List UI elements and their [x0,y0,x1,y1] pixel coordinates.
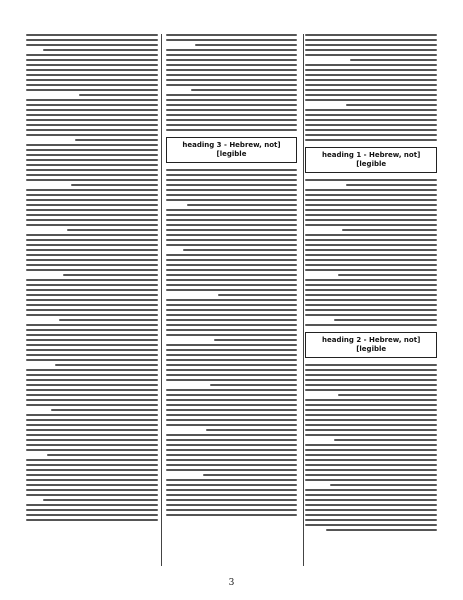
text-line [67,229,158,231]
text-line [305,259,437,261]
text-line [305,99,437,101]
text-line [26,179,158,181]
text-line [26,144,158,146]
text-line [305,254,437,256]
text-line [305,444,437,446]
text-line [187,204,298,206]
text-line [305,84,437,86]
text-line [305,524,437,526]
text-line [166,304,298,306]
text-line [305,424,437,426]
text-line [305,109,437,111]
text-line [26,264,158,266]
text-line [166,279,298,281]
text-line [166,199,298,201]
text-line [26,74,158,76]
text-line [26,199,158,201]
text-line [166,344,298,346]
text-line [26,119,158,121]
text-line [166,499,298,501]
text-line [334,319,437,321]
section-heading-box [305,147,437,173]
text-line [26,209,158,211]
text-line [338,394,437,396]
text-line [71,184,158,186]
text-line [26,379,158,381]
text-line [47,454,158,456]
text-line [191,89,298,91]
text-line [305,134,437,136]
text-line [305,384,437,386]
text-line [166,114,298,116]
text-line [166,379,298,381]
text-line [305,224,437,226]
text-line [166,369,298,371]
text-line [305,414,437,416]
text-line [26,279,158,281]
text-line [26,329,158,331]
text-line [26,469,158,471]
text-line [305,74,437,76]
text-line [166,54,298,56]
text-line [26,84,158,86]
text-line [305,284,437,286]
text-line [206,429,297,431]
text-line [166,479,298,481]
text-line [305,304,437,306]
text-line [166,174,298,176]
text-line [166,169,298,171]
text-line [305,309,437,311]
text-line [166,424,298,426]
text-line [26,479,158,481]
text-line [166,399,298,401]
text-line [166,299,298,301]
text-line [26,204,158,206]
text-line [26,374,158,376]
text-line [305,269,437,271]
text-line [26,389,158,391]
text-line [26,339,158,341]
text-line [26,124,158,126]
text-line [305,504,437,506]
text-line [26,99,158,101]
text-line [166,509,298,511]
text-line [166,309,298,311]
text-line [166,239,298,241]
column-middle [166,34,298,566]
text-line [166,414,298,416]
text-line [305,389,437,391]
text-line [26,34,158,36]
text-line [166,79,298,81]
paragraph [26,34,158,521]
text-line [166,514,298,516]
text-line [166,329,298,331]
text-line [26,174,158,176]
section-heading-box [166,137,298,163]
text-line [166,224,298,226]
text-line [166,269,298,271]
paragraph [166,169,298,516]
text-line [26,39,158,41]
paragraph [305,179,437,326]
text-line [305,39,437,41]
text-line [214,339,297,341]
text-line [305,514,437,516]
text-line [26,484,158,486]
text-line [166,84,298,86]
text-line [26,444,158,446]
text-line [305,489,437,491]
text-line [75,139,158,141]
text-line [305,139,437,141]
text-line [305,464,437,466]
text-line [43,499,158,501]
text-line [166,179,298,181]
text-line [166,229,298,231]
text-line [166,374,298,376]
text-line [63,274,158,276]
text-line [166,364,298,366]
text-line [26,234,158,236]
text-line [305,249,437,251]
paragraph [305,34,437,141]
text-line [166,264,298,266]
text-line [26,474,158,476]
text-line [326,529,437,531]
text-line [166,64,298,66]
text-line [26,189,158,191]
text-line [305,499,437,501]
text-line [305,429,437,431]
text-line [26,414,158,416]
text-line [305,324,437,326]
text-line [166,94,298,96]
text-line [166,319,298,321]
text-line [305,44,437,46]
text-line [166,274,298,276]
text-line [166,39,298,41]
text-line [166,289,298,291]
text-line [26,334,158,336]
text-line [166,439,298,441]
text-line [166,234,298,236]
text-line [305,114,437,116]
text-line [166,459,298,461]
text-line [26,394,158,396]
page-number: 3 [228,578,235,588]
text-line [26,434,158,436]
text-line [26,289,158,291]
text-line [166,419,298,421]
text-line [26,164,158,166]
text-line [305,79,437,81]
text-line [166,244,298,246]
text-line [305,194,437,196]
text-line [26,214,158,216]
text-line [305,314,437,316]
text-line [166,104,298,106]
text-line [305,369,437,371]
text-line [26,159,158,161]
text-line [305,64,437,66]
text-line [26,509,158,511]
text-line [166,469,298,471]
text-line [26,299,158,301]
text-line [166,284,298,286]
text-line [346,184,437,186]
text-line [305,244,437,246]
text-line [26,349,158,351]
text-line [334,439,437,441]
text-line [166,324,298,326]
section-heading: [heading 3 - Hebrew, not legible] [182,141,281,158]
text-line [26,89,158,91]
text-line [26,384,158,386]
text-line [26,429,158,431]
text-line [166,184,298,186]
text-line [26,304,158,306]
text-line [305,124,437,126]
text-line [166,124,298,126]
text-line [305,119,437,121]
text-line [26,109,158,111]
text-line [166,349,298,351]
text-line [166,254,298,256]
text-line [305,89,437,91]
text-line [305,404,437,406]
text-line [26,514,158,516]
text-line [305,409,437,411]
text-line [305,454,437,456]
text-line [346,104,437,106]
text-columns [26,34,437,566]
text-line [166,194,298,196]
text-line [26,404,158,406]
text-line [305,179,437,181]
text-line [26,504,158,506]
text-line [305,419,437,421]
text-line [26,194,158,196]
text-line [26,419,158,421]
text-line [305,399,437,401]
text-line [305,34,437,36]
section-heading: [heading 2 - Hebrew, not legible] [322,336,421,353]
text-line [305,449,437,451]
text-line [305,379,437,381]
text-line [166,129,298,131]
text-line [26,269,158,271]
text-line [26,224,158,226]
text-line [305,509,437,511]
text-line [330,484,437,486]
paragraph [166,34,298,131]
text-line [26,359,158,361]
text-line [166,504,298,506]
text-line [166,74,298,76]
text-line [26,439,158,441]
text-line [305,94,437,96]
text-line [26,54,158,56]
text-line [26,104,158,106]
text-line [26,69,158,71]
text-line [26,284,158,286]
text-line [305,239,437,241]
text-line [26,154,158,156]
text-line [166,434,298,436]
text-line [26,134,158,136]
text-line [26,149,158,151]
text-line [166,404,298,406]
text-line [166,219,298,221]
text-line [26,464,158,466]
text-line [305,299,437,301]
text-line [166,69,298,71]
text-line [26,219,158,221]
text-line [166,209,298,211]
text-line [166,334,298,336]
text-line [79,94,158,96]
text-line [305,279,437,281]
text-line [26,114,158,116]
column-left [26,34,158,566]
text-line [26,64,158,66]
text-line [166,359,298,361]
text-line [305,204,437,206]
text-line [26,129,158,131]
text-line [166,354,298,356]
text-line [26,519,158,521]
text-line [26,489,158,491]
text-line [26,294,158,296]
text-line [305,374,437,376]
text-line [305,474,437,476]
text-line [166,444,298,446]
text-line [26,459,158,461]
text-line [26,494,158,496]
text-line [305,434,437,436]
text-line [51,409,158,411]
text-line [166,59,298,61]
text-line [26,344,158,346]
text-line [305,294,437,296]
text-line [305,209,437,211]
text-line [166,314,298,316]
text-line [338,274,437,276]
text-line [26,449,158,451]
text-line [166,214,298,216]
text-line [210,384,297,386]
text-line [183,249,298,251]
column-right [305,34,437,566]
text-line [305,234,437,236]
text-line [166,389,298,391]
text-line [26,309,158,311]
text-line [26,259,158,261]
text-line [166,259,298,261]
text-line [166,484,298,486]
text-line [203,474,298,476]
paragraph [305,364,437,531]
text-line [350,59,437,61]
text-line [166,34,298,36]
text-line [26,249,158,251]
text-line [305,214,437,216]
text-line [305,469,437,471]
text-line [305,289,437,291]
text-line [305,219,437,221]
text-line [305,199,437,201]
text-line [43,49,158,51]
text-line [26,169,158,171]
text-line [305,54,437,56]
text-line [166,394,298,396]
text-line [305,189,437,191]
text-line [305,264,437,266]
text-line [26,239,158,241]
text-line [26,424,158,426]
text-line [305,479,437,481]
text-line [195,44,298,46]
text-line [26,314,158,316]
text-line [166,119,298,121]
text-line [26,399,158,401]
text-line [305,69,437,71]
text-line [305,49,437,51]
text-line [26,254,158,256]
text-line [305,494,437,496]
text-line [166,409,298,411]
text-line [166,449,298,451]
text-line [26,354,158,356]
text-line [305,459,437,461]
text-line [166,464,298,466]
text-line [218,294,297,296]
text-line [166,49,298,51]
text-line [305,519,437,521]
text-line [26,44,158,46]
text-line [26,244,158,246]
text-line [305,364,437,366]
text-line [166,189,298,191]
text-line [26,369,158,371]
text-line [166,109,298,111]
text-line [166,454,298,456]
text-line [26,324,158,326]
text-line [166,494,298,496]
text-line [26,79,158,81]
text-line [26,59,158,61]
section-heading: [heading 1 - Hebrew, not legible] [322,151,421,168]
text-line [55,364,158,366]
text-line [166,99,298,101]
text-line [59,319,158,321]
section-heading-box [305,332,437,358]
text-line [305,129,437,131]
text-line [342,229,437,231]
text-line [166,489,298,491]
